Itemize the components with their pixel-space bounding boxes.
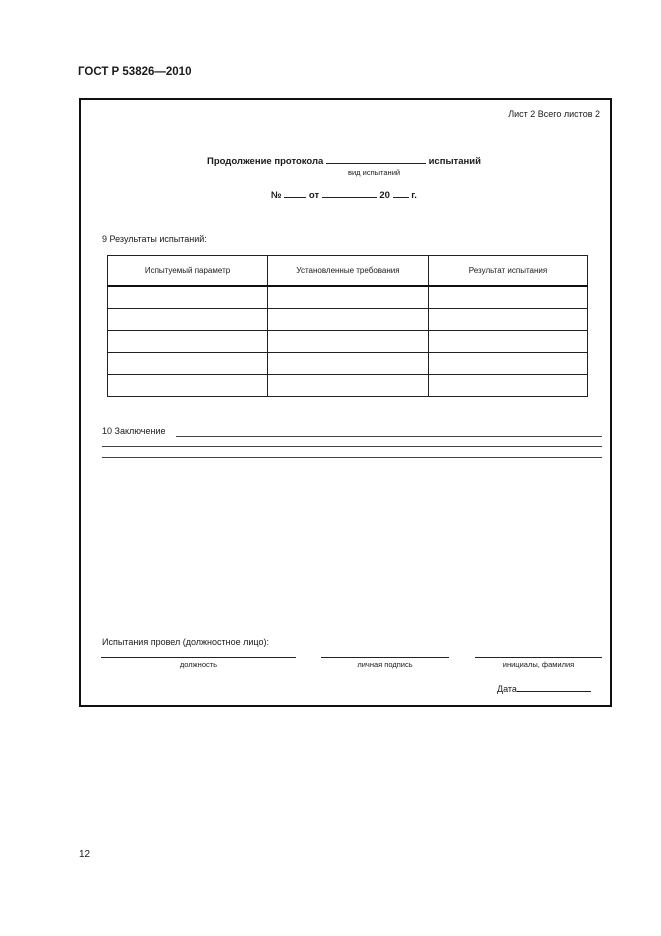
document-header: ГОСТ Р 53826—2010 xyxy=(78,66,192,78)
column-header-result: Результат испытания xyxy=(429,256,588,287)
position-caption: должность xyxy=(179,660,218,669)
title-prefix: Продолжение протокола xyxy=(207,156,324,167)
signature-caption: личная подпись xyxy=(357,660,413,669)
table-row xyxy=(108,309,588,331)
table-cell[interactable] xyxy=(108,375,268,397)
tested-by-label: Испытания провел (должностное лицо): xyxy=(102,637,269,647)
conclusion-line-3[interactable] xyxy=(102,457,602,458)
year-prefix: 20 xyxy=(379,190,390,201)
table-row xyxy=(108,286,588,309)
table-cell[interactable] xyxy=(429,286,588,309)
table-cell[interactable] xyxy=(429,331,588,353)
table-cell[interactable] xyxy=(268,375,429,397)
section-10-label: 10 Заключение xyxy=(102,426,166,436)
column-header-parameter: Испытуемый параметр xyxy=(108,256,268,287)
date-field[interactable] xyxy=(517,682,591,692)
number-label: № xyxy=(271,190,282,201)
table-cell[interactable] xyxy=(268,309,429,331)
sheet-info: Лист 2 Всего листов 2 xyxy=(508,109,600,119)
personal-signature-line[interactable] xyxy=(321,657,449,658)
table-cell[interactable] xyxy=(108,309,268,331)
table-cell[interactable] xyxy=(108,331,268,353)
table-row xyxy=(108,353,588,375)
table-cell[interactable] xyxy=(108,353,268,375)
table-row xyxy=(108,331,588,353)
table-cell[interactable] xyxy=(268,353,429,375)
table-cell[interactable] xyxy=(429,353,588,375)
from-label: от xyxy=(308,190,320,201)
results-table-header xyxy=(108,256,588,287)
protocol-form xyxy=(79,98,612,707)
date-label: Дата xyxy=(497,684,517,694)
table-row xyxy=(108,375,588,397)
initials-caption: инициалы, фамилия xyxy=(502,660,575,669)
table-cell[interactable] xyxy=(429,375,588,397)
column-header-requirements: Установленные требования xyxy=(268,256,429,287)
initials-signature-line[interactable] xyxy=(475,657,602,658)
protocol-number-line xyxy=(271,188,417,201)
year-suffix: г. xyxy=(411,190,417,201)
position-signature-line[interactable] xyxy=(101,657,296,658)
conclusion-line-1[interactable] xyxy=(176,436,602,437)
protocol-number-field[interactable] xyxy=(284,188,306,198)
table-cell[interactable] xyxy=(268,331,429,353)
table-cell[interactable] xyxy=(429,309,588,331)
protocol-year-field[interactable] xyxy=(393,188,409,198)
table-cell[interactable] xyxy=(268,286,429,309)
results-table xyxy=(107,255,588,397)
protocol-title xyxy=(207,154,481,167)
conclusion-line-2[interactable] xyxy=(102,446,602,447)
test-type-field[interactable] xyxy=(326,154,426,164)
table-cell[interactable] xyxy=(108,286,268,309)
date-line xyxy=(497,682,591,694)
title-suffix: испытаний xyxy=(428,156,481,167)
test-type-caption: вид испытаний xyxy=(348,168,401,177)
section-9-label: 9 Результаты испытаний: xyxy=(102,234,207,244)
page-number: 12 xyxy=(79,849,91,860)
protocol-date-field[interactable] xyxy=(322,188,377,198)
